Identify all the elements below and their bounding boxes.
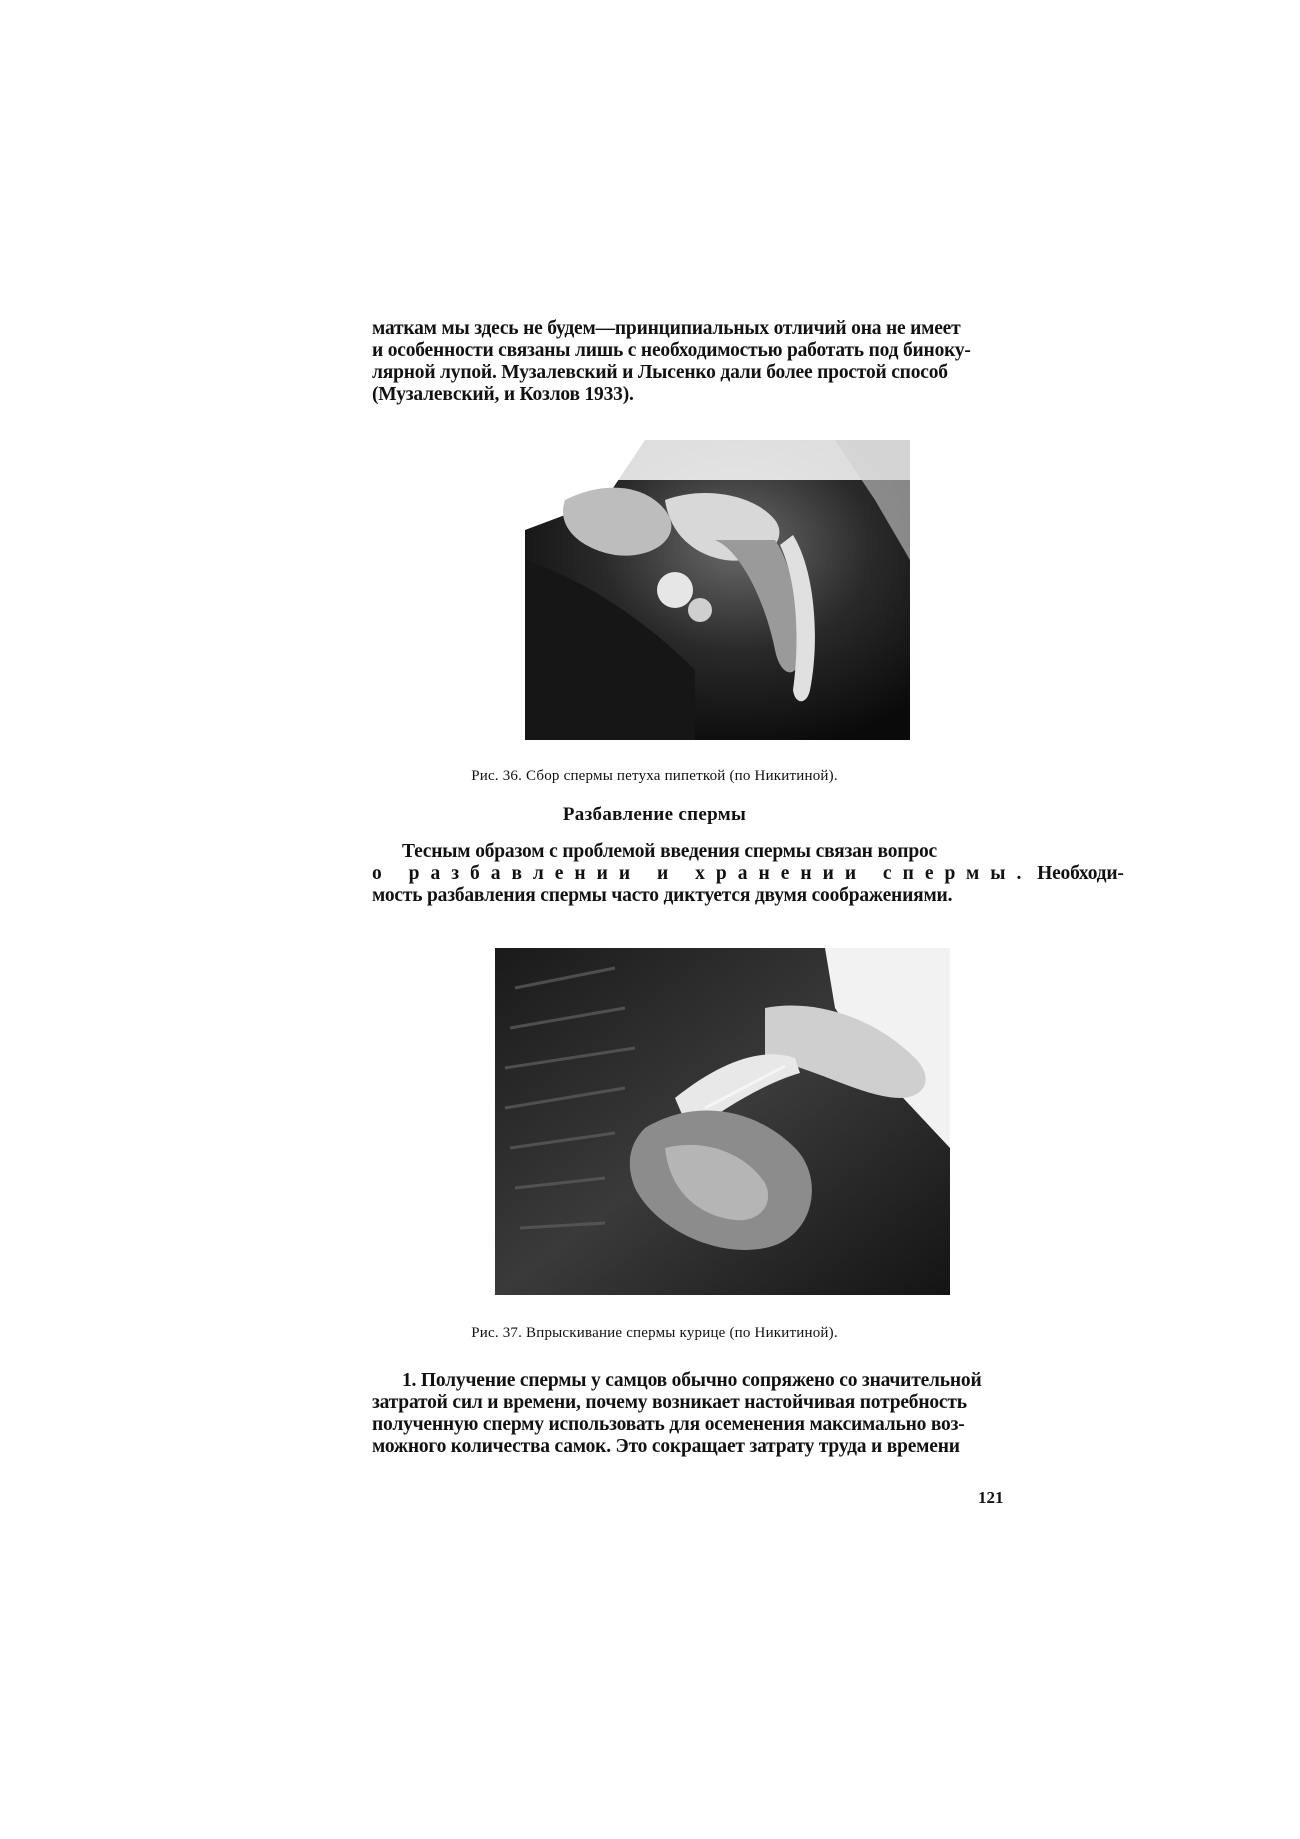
figure-37-photo — [495, 948, 950, 1295]
text-line: полученную сперму использовать для осеменения максимально воз- — [372, 1414, 965, 1435]
figure-36-photo — [525, 440, 910, 740]
text-line: затратой сил и времени, почему возникает настойчивая потребность — [372, 1392, 967, 1413]
text-line: 1. Получение спермы у самцов обычно сопряжено со значительной — [402, 1370, 982, 1391]
paragraph-intro — [372, 318, 971, 406]
text-line: мость разбавления спермы часто диктуется двумя соображениями. — [372, 885, 953, 906]
text-line: (Музалевский, и Козлов 1933). — [372, 384, 634, 405]
text-line: и особенности связаны лишь с необходимостью работать под биноку- — [372, 340, 971, 361]
figure-37-caption: Рис. 37. Впрыскивание спермы курице (по Никитиной). — [471, 1325, 838, 1341]
section-heading: Разбавление спермы — [562, 804, 747, 825]
text-fragment: Необходи- — [1037, 863, 1124, 884]
paragraph-dilution — [372, 841, 1124, 907]
emphasized-text: о разбавлении и хранении спермы. — [372, 863, 1033, 884]
hen-insemination-image — [495, 948, 950, 1295]
page-number: 121 — [978, 1488, 1004, 1507]
text-line: лярной лупой. Музалевский и Лысенко дали более простой способ — [372, 362, 948, 383]
rooster-semen-collection-image — [525, 440, 910, 740]
text-line: Тесным образом с проблемой введения спермы связан вопрос — [402, 841, 937, 862]
text-line-spaced — [372, 863, 1124, 885]
text-line: маткам мы здесь не будем—принципиальных отличий она не имеет — [372, 318, 961, 339]
paragraph-reasons — [372, 1370, 982, 1458]
text-line: можного количества самок. Это сокращает затрату труда и времени — [372, 1436, 960, 1457]
figure-36-caption: Рис. 36. Сбор спермы петуха пипеткой (по Никитиной). — [471, 768, 838, 784]
